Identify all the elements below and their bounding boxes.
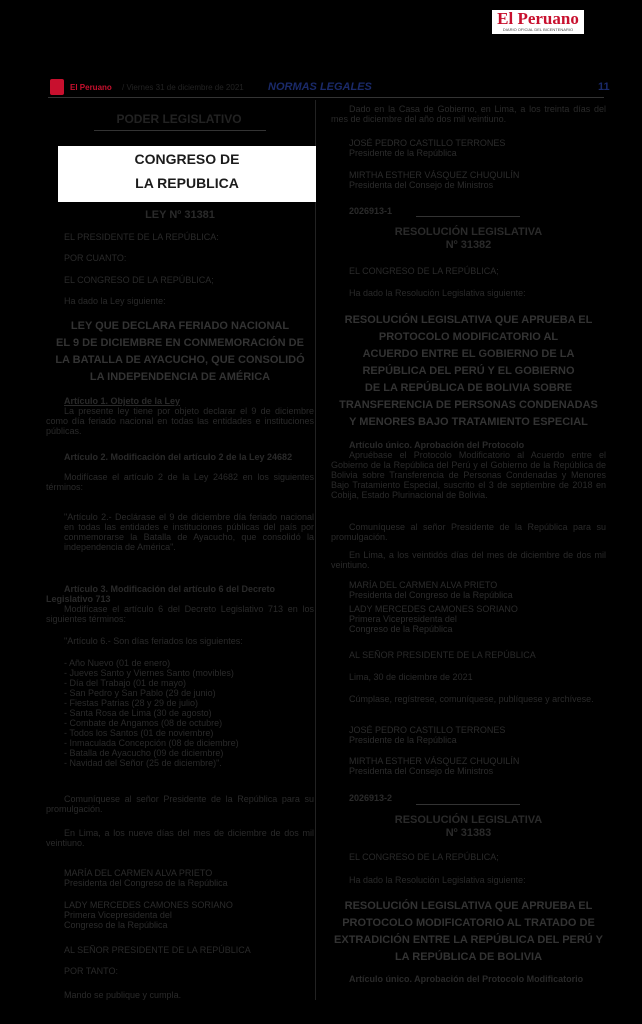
article-quote: "Artículo 6.- Son días feriados los siguientes: (64, 636, 243, 646)
document-code: 2026913-2 (349, 793, 393, 803)
law-number: LEY Nº 31381 (145, 209, 215, 221)
paragraph: Lima, 30 de diciembre de 2021 (349, 672, 473, 682)
logo-text: El Peruano (497, 9, 579, 28)
el-peruano-logo (492, 10, 584, 34)
paragraph: Mando se publique y cumpla. (64, 990, 182, 1000)
law-title: LEY QUE DECLARA FERIADO NACIONAL EL 9 DE DICIEMBRE EN CONMEMORACIÓN DE LA BATALLA DE AYACUCHO, QUE CONSOLIDÓ LA INDEPENDENCIA DE AMÉRICA (55, 320, 305, 383)
list-item: - Combate de Angamos (08 de octubre) (64, 718, 223, 728)
article-heading: Artículo 1. Objeto de la Ley (64, 396, 181, 406)
paragraph: Cúmplase, regístrese, comuníquese, publíquese y archívese. (349, 694, 594, 704)
resolution-number: RESOLUCIÓN LEGISLATIVA Nº 31383 (394, 814, 543, 839)
paragraph: POR TANTO: (64, 966, 119, 976)
left-margin (0, 0, 44, 1024)
section-heading: PODER LEGISLATIVO (116, 112, 242, 126)
divider (94, 130, 266, 131)
list-item: - Inmaculada Concepción (08 de diciembre) (64, 738, 239, 748)
list-item: - Todos los Santos (01 de noviembre) (64, 728, 214, 738)
list-item: - Santa Rosa de Lima (30 de agosto) (64, 708, 212, 718)
signature-block: MIRTHA ESTHER VÁSQUEZ CHUQUILÍN Presidenta del Consejo de Ministros (349, 756, 520, 776)
paragraph: Comuníquese al señor Presidente de la República para su promulgación. (46, 794, 314, 814)
coat-of-arms-icon (50, 79, 64, 95)
paragraph: Dado en la Casa de Gobierno, en Lima, a los treinta días del mes de diciembre del año dos mil veintiuno. (331, 104, 606, 124)
list-item: - Jueves Santo y Viernes Santo (movibles) (64, 668, 234, 678)
congreso-banner (58, 146, 316, 202)
article-heading: Artículo único. Aprobación del Protocolo (349, 440, 525, 450)
paragraph: Ha dado la Resolución Legislativa siguiente: (349, 288, 526, 298)
logo-subtitle: DIARIO OFICIAL DEL BICENTENARIO (502, 27, 574, 32)
paragraph: EL CONGRESO DE LA REPÚBLICA; (349, 266, 499, 276)
divider (416, 804, 520, 805)
list-item: - Año Nuevo (01 de enero) (64, 658, 171, 668)
article-body: La presente ley tiene por objeto declarar el 9 de diciembre como día feriado nacional en todas las entidades e instituciones públicas. (46, 406, 314, 436)
column-divider (315, 100, 316, 1000)
resolution-title: RESOLUCIÓN LEGISLATIVA QUE APRUEBA EL PROTOCOLO MODIFICATORIO AL TRATADO DE EXTRADICIÓN ENTRE LA REPÚBLICA DEL PERÚ Y LA REPÚBLICA DE BOLIVIA (334, 900, 603, 963)
paragraph: EL CONGRESO DE LA REPÚBLICA; (64, 275, 214, 285)
section-title: NORMAS LEGALES (268, 81, 372, 93)
list-item: - San Pedro y San Pablo (29 de junio) (64, 688, 216, 698)
paragraph: Comuníquese al señor Presidente de la República para su promulgación. (331, 522, 606, 542)
holiday-list (64, 658, 314, 768)
paragraph: En Lima, a los veintidós días del mes de diciembre de dos mil veintiuno. (331, 550, 606, 570)
signature-block: LADY MERCEDES CAMONES SORIANO Primera Vicepresidenta del Congreso de la República (349, 604, 518, 634)
signature-block: MARÍA DEL CARMEN ALVA PRIETO Presidenta del Congreso de la República (349, 580, 513, 600)
banner-line-1: CONGRESO DE (134, 151, 240, 167)
paragraph: EL PRESIDENTE DE LA REPÚBLICA: (64, 232, 219, 242)
article-body: Modifícase el artículo 2 de la Ley 24682 en los siguientes términos: (46, 472, 314, 492)
paragraph: Ha dado la Resolución Legislativa siguiente: (349, 875, 526, 885)
article-heading: Artículo 2. Modificación del artículo 2 de la Ley 24682 (64, 452, 293, 462)
signature-block: JOSÉ PEDRO CASTILLO TERRONES Presidente de la República (349, 725, 506, 745)
article-body: Apruébase el Protocolo Modificatorio al Acuerdo entre el Gobierno de la República del Perú y el Gobierno de la República de Bolivia sobre Transferencia de Personas Condenadas y Menores Bajo Tratamiento Especial, suscrito el 3 de septiembre de 2018 en Cobija, Estado Plurinacional de Bolivia. (331, 450, 606, 500)
header-date: / Viernes 31 de diciembre de 2021 (122, 83, 244, 92)
signature-block: JOSÉ PEDRO CASTILLO TERRONES Presidente de la República (349, 138, 506, 158)
signature-block: MIRTHA ESTHER VÁSQUEZ CHUQUILÍN Presidenta del Consejo de Ministros (349, 170, 520, 190)
banner-line-2: LA REPUBLICA (135, 175, 239, 191)
paragraph: Ha dado la Ley siguiente: (64, 296, 166, 306)
header-rule (48, 97, 604, 98)
newspaper-page (44, 0, 642, 1024)
resolution-title: RESOLUCIÓN LEGISLATIVA QUE APRUEBA EL PROTOCOLO MODIFICATORIO AL ACUERDO ENTRE EL GOBIERNO DE LA REPÚBLICA DEL PERÚ Y EL GOBIERNO DE LA REPÚBLICA DE BOLIVIA SOBRE TRANSFERENCIA DE PERSONAS CONDENADAS Y MENORES BAJO TRATAMIENTO ESPECIAL (339, 314, 598, 428)
paragraph: AL SEÑOR PRESIDENTE DE LA REPÚBLICA (349, 650, 536, 660)
signature-block: LADY MERCEDES CAMONES SORIANO Primera Vicepresidenta del Congreso de la República (64, 900, 233, 930)
signature-block: MARÍA DEL CARMEN ALVA PRIETO Presidenta del Congreso de la República (64, 868, 228, 888)
list-item: - Batalla de Ayacucho (09 de diciembre) (64, 748, 224, 758)
article-heading: Artículo único. Aprobación del Protocolo Modificatorio (349, 974, 584, 984)
resolution-number: RESOLUCIÓN LEGISLATIVA Nº 31382 (394, 226, 543, 251)
header-brand: El Peruano (70, 83, 112, 92)
paragraph: EL CONGRESO DE LA REPÚBLICA; (349, 852, 499, 862)
list-item: - Navidad del Señor (25 de diciembre)". (64, 758, 222, 768)
paragraph: AL SEÑOR PRESIDENTE DE LA REPÚBLICA (64, 945, 251, 955)
paragraph: En Lima, a los nueve días del mes de diciembre de dos mil veintiuno. (46, 828, 314, 848)
article-quote: "Artículo 2.- Declárase el 9 de diciembre día feriado nacional en todas las entidades e instituciones públicas del país por conmemorarse la Batalla de Ayacucho, que consolidó la independencia de América". (64, 512, 314, 552)
document-code: 2026913-1 (349, 206, 393, 216)
article-body: Modifícase el artículo 6 del Decreto Legislativo 713 en los siguientes términos: (46, 604, 314, 624)
page-number: 11 (598, 81, 610, 93)
list-item: - Fiestas Patrias (28 y 29 de julio) (64, 698, 199, 708)
divider (416, 216, 520, 217)
list-item: - Día del Trabajo (01 de mayo) (64, 678, 187, 688)
page-header (48, 78, 608, 98)
paragraph: POR CUANTO: (64, 253, 127, 263)
article-heading: Artículo 3. Modificación del artículo 6 del Decreto Legislativo 713 (46, 584, 276, 604)
